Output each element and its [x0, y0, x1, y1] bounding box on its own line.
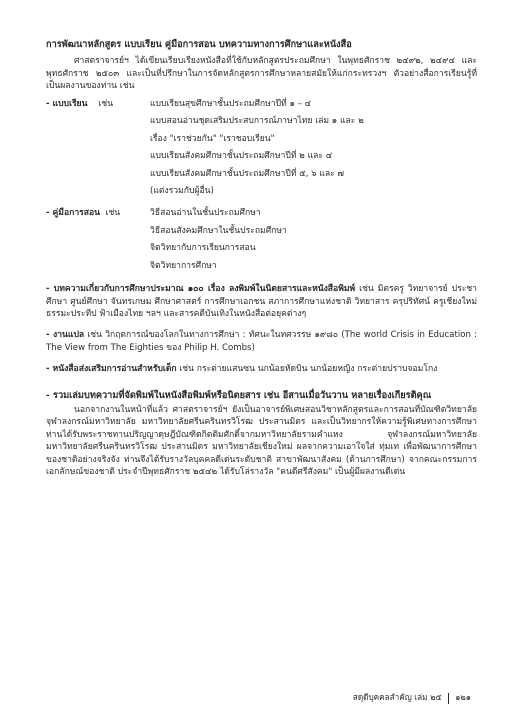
list-item: แบบสอนอ่านชุดเสริมประสบการณ์ภาษาไทย เล่ม ๑ และ ๒	[150, 116, 364, 127]
textbooks-label: - แบบเรียน	[46, 98, 88, 109]
list-item: จิตวิทยากับการเรียนการสอน	[150, 243, 256, 254]
page-footer	[353, 692, 471, 704]
articles-paragraph	[46, 283, 477, 320]
section-heading: การพัฒนาหลักสูตร แบบเรียน คู่มือการสอน บทความทางการศึกษาและหนังสือ	[46, 39, 352, 50]
collected-works-heading: - รวมเล่มบทความที่จัดพิมพ์ในหนังสือพิมพ์หรือนิตยสาร เช่น อีสานเมื่อวันวาน หลายเรื่องเกียรติคุณ	[46, 390, 432, 402]
book-title: สดุดีบุคคลสำคัญ เล่ม ๒๕	[352, 692, 442, 703]
list-item: วิธีสอนอ่านในชั้นประถมศึกษา	[150, 208, 261, 219]
intro-paragraph: ศาสตราจารย์ฯ ได้เขียนเรียบเรียงหนังสือที่ใช้กับหลักสูตรประถมศึกษา ในพุทธศักราช ๒๔๙๒, ๒๔๙๔ และ พุทธศักราช ๒๕๐๓ และเป็นที่ปรึกษาในการจัดหลักสูตรการศึกษาหลายสมัยให้แก่กระทรวงฯ ตัวอย่างสื่อการเรียนรู้ที่เป็นผลงานของท่าน เช่น	[46, 56, 477, 92]
textbooks-suffix: เช่น	[98, 98, 114, 109]
children-text: เช่น กระต่ายแสนซน นกน้อยหัดบิน นกน้อยหญิง กระต่ายปราบจอมโกง	[176, 363, 438, 374]
list-item: (แต่งรวมกับผู้อื่น)	[150, 185, 214, 196]
list-item: เรื่อง "เราช่วยกัน" "เราชอบเรียน"	[150, 133, 275, 144]
translation-lead: - งานแปล	[46, 330, 85, 341]
list-item: จิตวิทยาการศึกษา	[150, 260, 217, 271]
manuals-suffix: เช่น	[105, 208, 121, 219]
list-item: แบบเรียนสังคมศึกษาชั้นประถมศึกษาปีที่ ๒ และ ๔	[150, 151, 333, 162]
translation-paragraph	[46, 329, 477, 354]
manuals-list	[150, 207, 477, 277]
page-number: ๑๒๑	[455, 692, 471, 703]
manuals-label: - คู่มือการสอน	[46, 208, 101, 219]
children-lead: - หนังสือส่งเสริมการอ่านสำหรับเด็ก	[46, 363, 177, 374]
list-item: แบบเรียนสังคมศึกษาชั้นประถมศึกษาปีที่ ๕, ๖ และ ๗	[150, 168, 344, 179]
textbooks-list	[150, 98, 477, 203]
children-books-paragraph	[46, 363, 477, 375]
honor-paragraph: นอกจากงานในหน้าที่แล้ว ศาสตราจารย์ฯ ยังเป็นอาจารย์พิเศษสอนวิชาหลักสูตรและการสอนที่บัณฑิตวิทยาลัย จุฬาลงกรณ์มหาวิทยาลัย มหาวิทยาลัยศรีนครินทรวิโรฒ ประสานมิตร และเป็นวิทยากรให้ความรู้พิเศษทางการศึกษา ท่านได้รับพระราชทานปริญญาดุษฎีบัณฑิตกิตติมศักดิ์จากมหาวิทยาลัยรามคำแหง จุฬาลงกรณ์มหาวิทยาลัย มหาวิทยาลัยศรีนครินทรวิโรฒ ประสานมิตร มหาวิทยาลัยเชียงใหม่ ผลจากความเอาใจใส่ ทุ่มเท เพื่อพัฒนาการศึกษาของชาติอย่างจริงจัง ท่านจึงได้รับรางวัลบุคคลดีเด่นระดับชาติ สาขาพัฒนาสังคม (ด้านการศึกษา) จากคณะกรรมการเอกลักษณ์ของชาติ ประจำปีพุทธศักราช ๒๕๔๒ ได้รับโล่รางวัล "คนดีศรีสังคม" เป็นผู้มีผลงานดีเด่น	[46, 404, 477, 478]
articles-lead: - บทความเกี่ยวกับการศึกษาประมาณ ๑๐๐ เรื่อง ลงพิมพ์ในนิตยสารและหนังสือพิมพ์	[46, 284, 356, 295]
list-item: วิธีสอนสังคมศึกษาในชั้นประถมศึกษา	[150, 225, 287, 236]
articles-text: เช่น มิตรครู วิทยาจารย์ ประชาศึกษา ศูนย์ศึกษา จันทรเกษม ศึกษาศาสตร์ การศึกษาเอกชน สภาการศึกษาแห่งชาติ วิทยาสาร ครุปริทัศน์ ครูเชียงใหม่ ธรรมะประทีป ฟ้าเมืองไทย ฯลฯ และสารคดีบันเทิงในหนังสือต่อยุคต่างๆ	[46, 284, 477, 320]
manuals-block	[46, 207, 477, 277]
list-item: แบบเรียนสุขศึกษาชั้นประถมศึกษาปีที่ ๑ – ๔	[150, 98, 312, 109]
textbooks-block	[46, 98, 477, 203]
footer-divider	[448, 693, 450, 704]
translation-text: เช่น วิกฤตการณ์ของโลกในทางการศึกษา : ทัศนะในทศวรรษ ๑๙๘๐ (The world Crisis in Education : The View from The Eighties ของ Philip H. Combs)	[46, 330, 477, 353]
